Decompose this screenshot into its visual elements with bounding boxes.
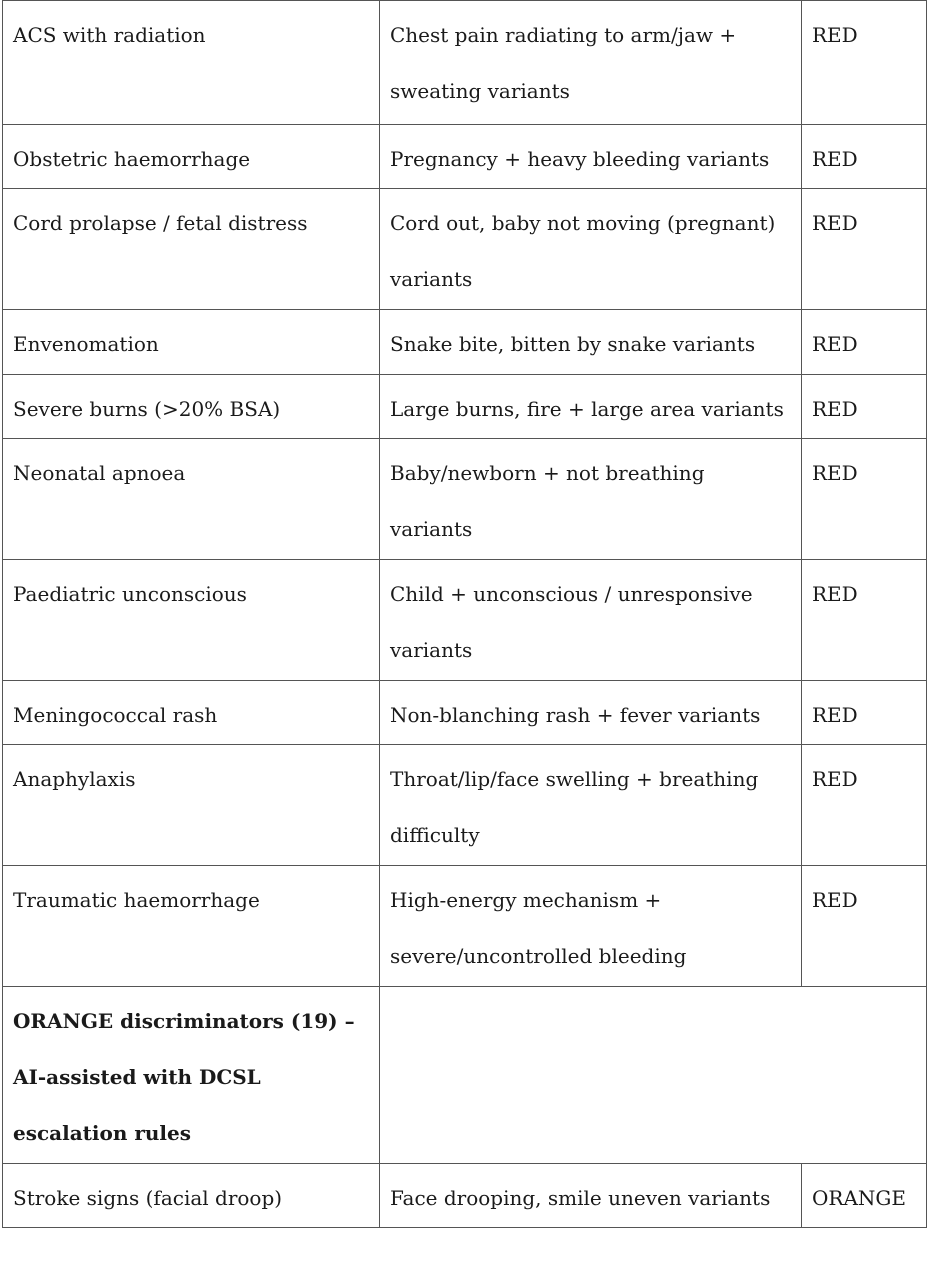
table-row: [3, 310, 927, 375]
level-cell: RED: [802, 866, 927, 987]
condition-cell: Anaphylaxis: [3, 745, 380, 866]
trigger-cell: Throat/lip/face swelling + breathing difficulty: [380, 745, 802, 866]
level-cell: RED: [802, 745, 927, 866]
condition-cell: Stroke signs (facial droop): [3, 1164, 380, 1228]
level-cell: RED: [802, 681, 927, 745]
level-cell: ORANGE: [802, 1164, 927, 1228]
table-row: [3, 125, 927, 189]
level-cell: RED: [802, 189, 927, 310]
section-header-row: [3, 987, 927, 1164]
trigger-cell: Face drooping, smile uneven variants: [380, 1164, 802, 1228]
table-row: [3, 439, 927, 560]
condition-cell: Meningococcal rash: [3, 681, 380, 745]
condition-cell: Envenomation: [3, 310, 380, 375]
level-cell: RED: [802, 125, 927, 189]
trigger-cell: Pregnancy + heavy bleeding variants: [380, 125, 802, 189]
trigger-cell: Child + unconscious / unresponsive variants: [380, 560, 802, 681]
trigger-cell: Cord out, baby not moving (pregnant) variants: [380, 189, 802, 310]
table-row: [3, 745, 927, 866]
condition-cell: Cord prolapse / fetal distress: [3, 189, 380, 310]
trigger-cell: Baby/newborn + not breathing variants: [380, 439, 802, 560]
section-heading: ORANGE discriminators (19) – AI-assisted with DCSL escalation rules: [3, 987, 380, 1164]
condition-cell: Obstetric haemorrhage: [3, 125, 380, 189]
condition-cell: Neonatal apnoea: [3, 439, 380, 560]
table-row: [3, 681, 927, 745]
table-row: [3, 1, 927, 125]
discriminator-table: [2, 0, 927, 1228]
section-empty-cell: [380, 987, 927, 1164]
level-cell: RED: [802, 439, 927, 560]
level-cell: RED: [802, 1, 927, 125]
condition-cell: ACS with radiation: [3, 1, 380, 125]
level-cell: RED: [802, 560, 927, 681]
level-cell: RED: [802, 375, 927, 439]
condition-cell: Paediatric unconscious: [3, 560, 380, 681]
condition-cell: Traumatic haemorrhage: [3, 866, 380, 987]
table-row: [3, 866, 927, 987]
trigger-cell: Non-blanching rash + fever variants: [380, 681, 802, 745]
table-row: [3, 560, 927, 681]
trigger-cell: Snake bite, bitten by snake variants: [380, 310, 802, 375]
level-cell: RED: [802, 310, 927, 375]
table-row: [3, 1164, 927, 1228]
table-row: [3, 189, 927, 310]
trigger-cell: High-energy mechanism + severe/uncontrolled bleeding: [380, 866, 802, 987]
condition-cell: Severe burns (>20% BSA): [3, 375, 380, 439]
trigger-cell: Chest pain radiating to arm/jaw + sweating variants: [380, 1, 802, 125]
trigger-cell: Large burns, fire + large area variants: [380, 375, 802, 439]
table-row: [3, 375, 927, 439]
